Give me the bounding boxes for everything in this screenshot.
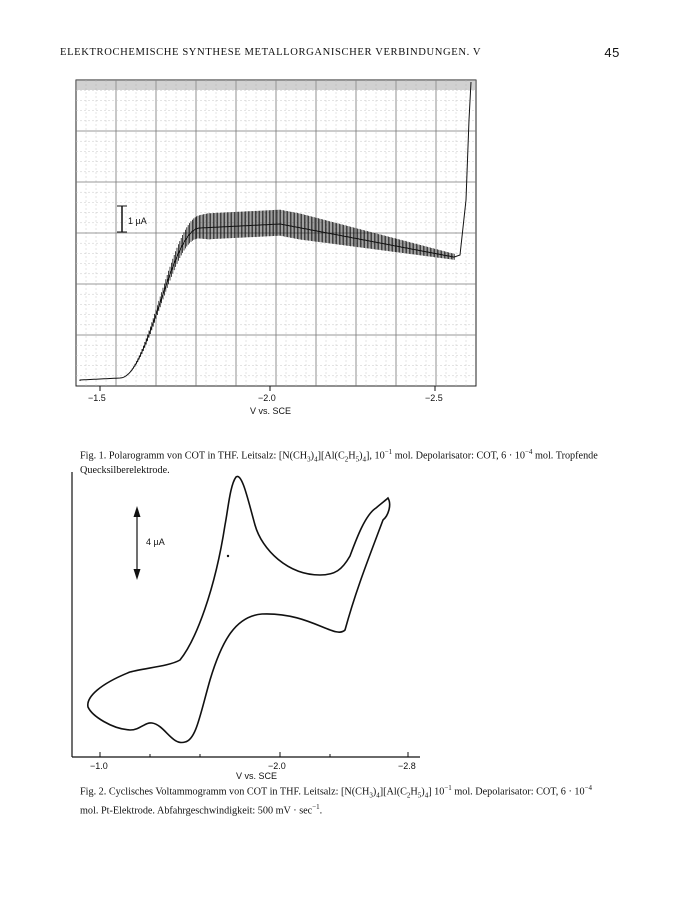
fig1-caption-sub-5: 4 xyxy=(362,455,367,464)
fig1-caption-text-5: ) xyxy=(359,450,363,462)
fig1-tick-2: −2.0 xyxy=(258,393,276,403)
figure-1-caption xyxy=(80,446,600,477)
fig2-caption-sub-5: 4 xyxy=(424,791,429,800)
fig2-caption-text-1: Cyclisches Voltammogramm von COT in THF. Leitsalz: [N(CH xyxy=(108,786,370,798)
fig1-caption-text-7: mol. Depolarisator: COT, 6 · 10 xyxy=(392,450,525,462)
polarogram-x-axis xyxy=(100,386,435,391)
scale-label-1uA: 1 µA xyxy=(128,216,147,226)
fig1-caption-sub-4: 5 xyxy=(355,455,360,464)
fig2-caption-sup-1: −1 xyxy=(444,784,452,792)
fig2-tick-2: −2.0 xyxy=(268,761,286,771)
cv-x-ticks xyxy=(100,752,408,757)
fig2-caption-sup-3: −1 xyxy=(312,803,320,812)
fig1-caption-sup-1: −1 xyxy=(384,448,393,456)
fig2-caption-text-2: ) xyxy=(372,786,377,798)
fig2-caption-text-9: . xyxy=(319,805,323,817)
figure-2-caption xyxy=(80,782,600,818)
figure-2-cyclic-voltammogram xyxy=(72,472,420,781)
page-number: 45 xyxy=(604,45,620,60)
fig1-caption-sub-2: 4 xyxy=(314,455,318,464)
fig2-caption-text-8: mol. Pt-Elektrode. Abfahrgeschwindigkeit: 500 mV · sec xyxy=(80,805,313,817)
fig2-caption-label: Fig. 2. xyxy=(80,786,107,798)
fig1-tick-1: −1.5 xyxy=(88,393,106,403)
fig1-caption-text-8: mol. Tropfende Quecksilberelektrode. xyxy=(80,450,598,477)
cv-curve xyxy=(88,476,390,742)
fig2-caption-sub-4: 5 xyxy=(417,791,422,800)
fig1-caption-sup-2: −4 xyxy=(524,448,533,456)
fig1-caption-label: Fig. 1. xyxy=(80,450,107,462)
running-title: ELEKTROCHEMISCHE SYNTHESE METALLORGANISCHER VERBINDUNGEN. V xyxy=(60,47,482,58)
fig2-caption-text-5: ) xyxy=(421,786,425,798)
fig2-caption-sup-2: −4 xyxy=(584,784,593,792)
fig2-tick-1: −1.0 xyxy=(90,761,108,771)
cv-speck xyxy=(227,555,229,557)
fig1-caption-text-4: H xyxy=(348,450,356,462)
fig1-caption-text-3: ][Al(C xyxy=(317,450,345,462)
fig1-caption-sub-3: 2 xyxy=(344,455,349,464)
scale-label-4uA: 4 µA xyxy=(146,537,165,547)
fig1-x-axis-label: V vs. SCE xyxy=(250,406,292,416)
fig2-caption-text-3: ][Al(C xyxy=(379,786,407,798)
figure-1-polarogram xyxy=(76,80,476,416)
fig2-caption-sub-3: 2 xyxy=(406,791,411,800)
cv-scale-arrow xyxy=(134,506,141,580)
fig2-caption-text-7: mol. Depolarisator: COT, 6 · 10 xyxy=(451,786,585,798)
fig1-caption-text-2: ) xyxy=(310,450,315,462)
fig2-caption-sub-1: 3 xyxy=(369,791,373,800)
fig2-caption-sub-2: 4 xyxy=(376,791,380,800)
fig1-tick-3: −2.5 xyxy=(425,393,443,403)
fig2-caption-text-4: H xyxy=(410,786,418,798)
fig2-caption-text-6: ] 10 xyxy=(428,786,445,798)
fig2-x-axis-label: V vs. SCE xyxy=(236,771,278,781)
fig1-caption-text-1: Polarogramm von COT in THF. Leitsalz: [N(CH xyxy=(108,450,308,462)
fig1-caption-sub-1: 3 xyxy=(307,455,311,464)
fig1-caption-text-6: ], 10 xyxy=(366,450,385,462)
fig2-tick-3: −2.8 xyxy=(398,761,416,771)
